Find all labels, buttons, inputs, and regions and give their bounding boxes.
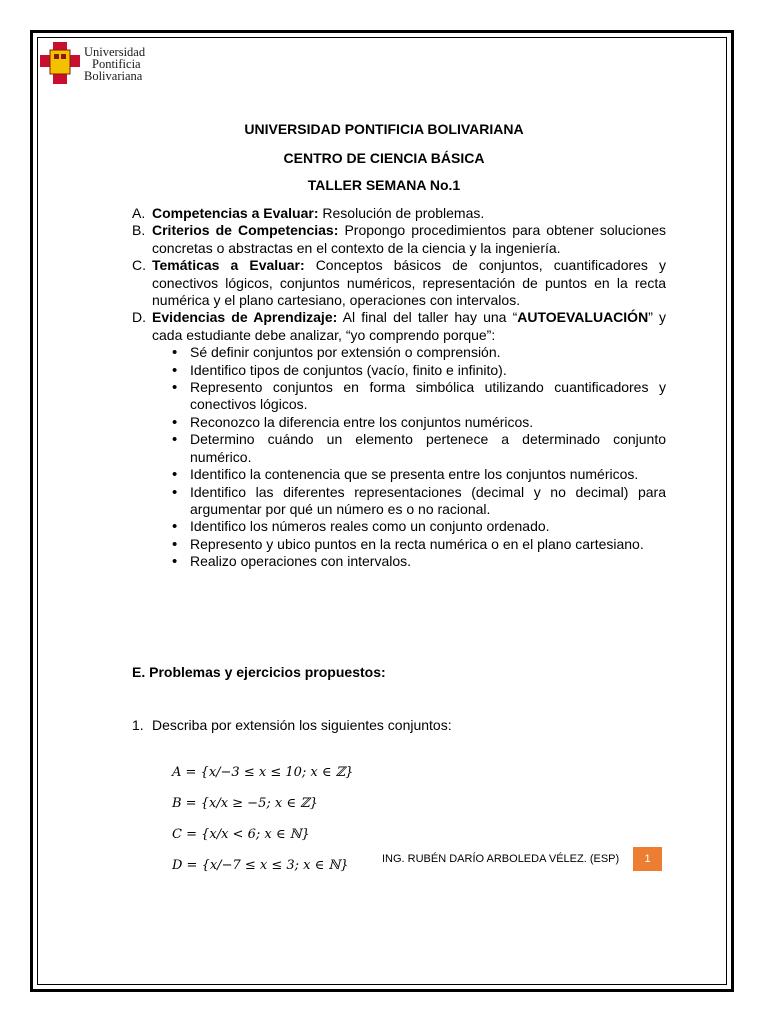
question-1: 1. Describa por extensión los siguientes conjuntos: [132, 717, 452, 733]
header-workshop: TALLER SEMANA No.1 [307, 177, 461, 193]
list-item: • Identifico la contenencia que se presenta entre los conjuntos numéricos. [172, 466, 666, 483]
section-e-heading: E. Problemas y ejercicios propuestos: [132, 664, 386, 680]
section-b: B. Criterios de Competencias: Propongo procedimientos para obtener soluciones concretas o abstractas en el contexto de la ciencia y la ingeniería. [132, 222, 666, 256]
footer-author: ING. RUBÉN DARÍO ARBOLEDA VÉLEZ. (ESP) [382, 853, 620, 865]
list-item: • Realizo operaciones con intervalos. [172, 553, 666, 570]
list-item: • Identifico las diferentes representaciones (decimal y no decimal) para argumentar por qué un número es o no racional. [172, 484, 666, 519]
list-item: • Represento y ubico puntos en la recta numérica o en el plano cartesiano. [172, 536, 666, 553]
header-center: CENTRO DE CIENCIA BÁSICA [283, 150, 485, 166]
list-item: • Determino cuándo un elemento pertenece a determinado conjunto numérico. [172, 431, 666, 466]
header-university: UNIVERSIDAD PONTIFICIA BOLIVARIANA [244, 121, 524, 137]
section-c: C. Temáticas a Evaluar: Conceptos básicos de conjuntos, cuantificadores y conectivos lógicos, conjuntos numéricos, representación de puntos en la recta numérica y el plano cartesiano, operaciones con intervalos. [132, 257, 666, 309]
set-definitions [172, 762, 353, 886]
set-c-formula: C = {x/x < 6; x ∈ ℕ} [172, 827, 310, 842]
list-item: • Reconozco la diferencia entre los conjuntos numéricos. [172, 414, 666, 431]
set-d-formula: D = {x/−7 ≤ x ≤ 3; x ∈ ℕ} [172, 858, 349, 873]
section-a: A. Competencias a Evaluar: Resolución de problemas. [132, 205, 485, 221]
section-d: D. Evidencias de Aprendizaje: Al final del taller hay una “AUTOEVALUACIÓN” y cada estudiante debe analizar, “yo comprendo porque”: [132, 309, 666, 343]
learning-evidence-list [132, 344, 666, 570]
set-a-formula: A = {x/−3 ≤ x ≤ 10; x ∈ ℤ} [172, 765, 354, 780]
list-item: • Identifico tipos de conjuntos (vacío, finito e infinito). [172, 362, 666, 379]
page-number-badge: 1 [633, 847, 662, 871]
list-item: • Identifico los números reales como un conjunto ordenado. [172, 518, 666, 535]
list-item: • Sé definir conjuntos por extensión o comprensión. [172, 344, 666, 361]
list-item: • Represento conjuntos en forma simbólica utilizando cuantificadores y conectivos lógicos. [172, 379, 666, 414]
document-body [132, 205, 666, 571]
set-b-formula: B = {x/x ≥ −5; x ∈ ℤ} [172, 796, 318, 811]
logo-wordmark: Universidad Pontificia Bolivariana [84, 45, 146, 83]
